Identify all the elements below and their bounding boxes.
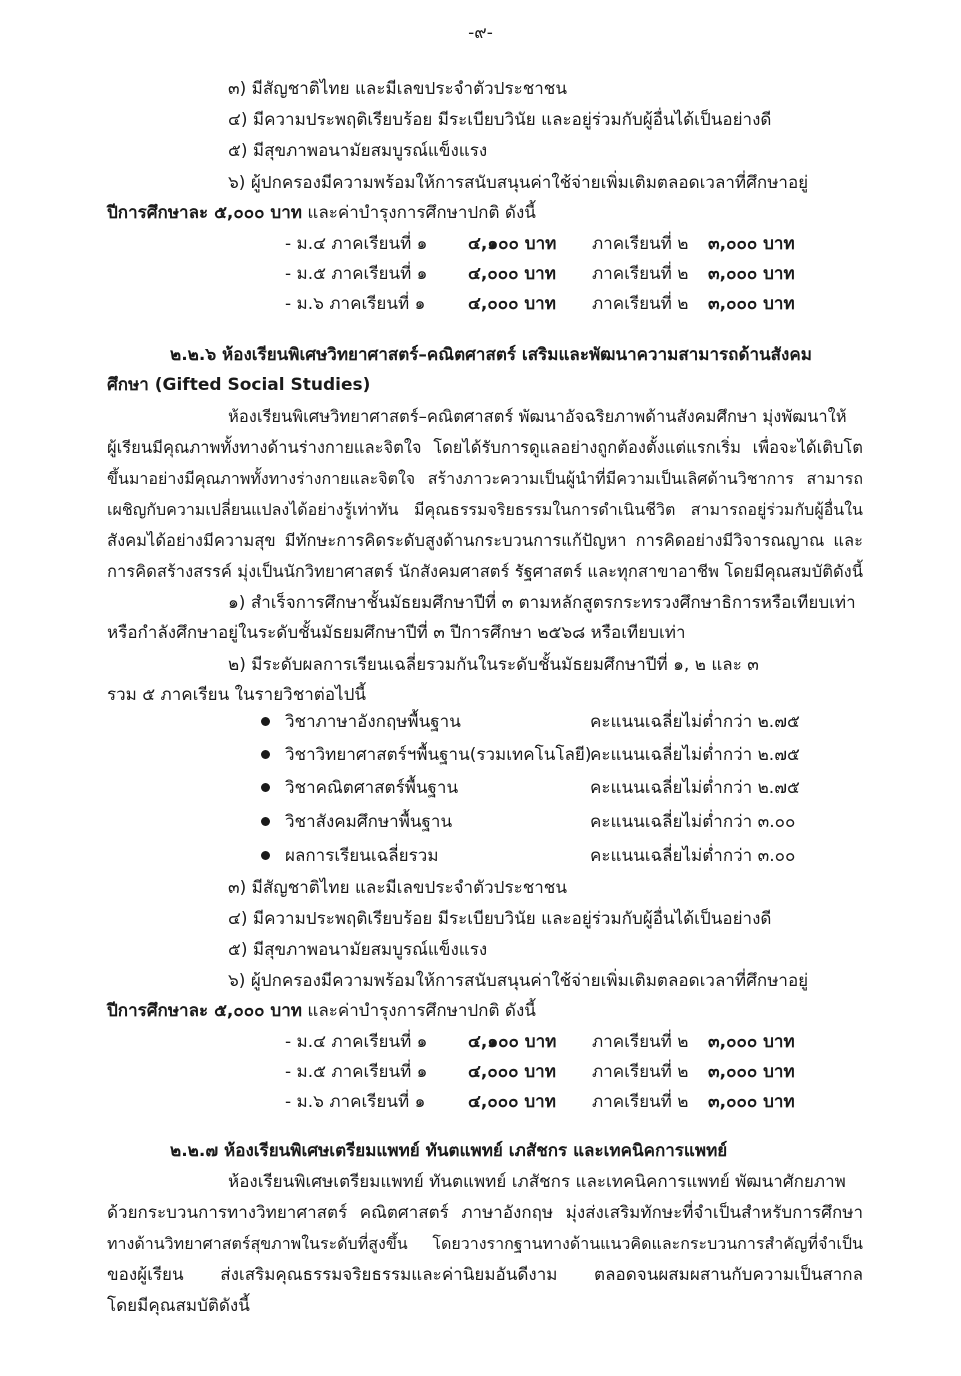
fee-term1-amount: ๔,๑๐๐ บาท	[468, 1032, 557, 1052]
fee-term1-amount: ๔,๐๐๐ บาท	[468, 1092, 556, 1112]
fee-grade: - ม.๖ ภาคเรียนที่ ๑	[285, 1092, 426, 1112]
requirement-item: ๖) ผู้ปกครองมีความพร้อมให้การสนับสนุนค่าใช้จ่ายเพิ่มเติมตลอดเวลาที่ศึกษาอยู่	[228, 173, 809, 193]
subject-name: วิชาวิทยาศาสตร์ฯพื้นฐาน(รวมเทคโนโลยี)	[285, 745, 592, 765]
fee-term2-amount: ๓,๐๐๐ บาท	[708, 1062, 795, 1082]
fee-grade: - ม.๕ ภาคเรียนที่ ๑	[285, 264, 428, 284]
subject-name: ผลการเรียนเฉลี่ยรวม	[285, 846, 439, 866]
requirement-item: ๑) สำเร็จการศึกษาชั้นมัธยมศึกษาปีที่ ๓ ตามหลักสูตรกระทรวงศึกษาธิการหรือเทียบเท่า	[228, 593, 856, 613]
paragraph-line: เผชิญกับความเปลี่ยนแปลงได้อย่างรู้เท่าทัน มีคุณธรรมจริยธรรมในการดำเนินชีวิต สามารถอยู่ร่วมกับผู้อื่นใน	[107, 500, 863, 519]
fee-term2-label: ภาคเรียนที่ ๒	[592, 1092, 689, 1112]
fee-term2-label: ภาคเรียนที่ ๒	[592, 294, 689, 314]
fee-term2-amount: ๓,๐๐๐ บาท	[708, 234, 795, 254]
requirement-item-cont: รวม ๕ ภาคเรียน ในรายวิชาต่อไปนี้	[107, 685, 367, 705]
requirement-item: ๓) มีสัญชาติไทย และมีเลขประจำตัวประชาชน	[228, 79, 567, 99]
paragraph-line: การคิดสร้างสรรค์ มุ่งเป็นนักวิทยาศาสตร์ นักสังคมศาสตร์ รัฐศาสตร์ และทุกสาขาอาชีพ โดยมีคุณสมบัติดังนี้	[107, 562, 863, 581]
bullet-icon	[261, 851, 270, 860]
subject-min-score: คะแนนเฉลี่ยไม่ต่ำกว่า ๓.๐๐	[590, 846, 796, 866]
fee-term2-amount: ๓,๐๐๐ บาท	[708, 1032, 795, 1052]
fee-grade: - ม.๔ ภาคเรียนที่ ๑	[285, 1032, 428, 1052]
paragraph-line: สังคมได้อย่างมีความสุข มีทักษะการคิดระดับสูงด้านกระบวนการแก้ปัญหา การคิดอย่างมีวิจารณญาณ และ	[107, 531, 863, 550]
subject-min-score: คะแนนเฉลี่ยไม่ต่ำกว่า ๒.๗๕	[590, 745, 800, 765]
paragraph-line: ทางด้านวิทยาศาสตร์สุขภาพในระดับที่สูงขึ้น โดยวางรากฐานทางด้านแนวคิดและกระบวนการสำคัญที่จำเป็น	[107, 1234, 863, 1253]
fee-term2-label: ภาคเรียนที่ ๒	[592, 1062, 689, 1082]
bullet-icon	[261, 783, 270, 792]
requirement-item-cont: หรือกำลังศึกษาอยู่ในระดับชั้นมัธยมศึกษาปีที่ ๓ ปีการศึกษา ๒๕๖๘ หรือเทียบเท่า	[107, 623, 686, 643]
requirement-item: ๓) มีสัญชาติไทย และมีเลขประจำตัวประชาชน	[228, 878, 567, 898]
subject-name: วิชาภาษาอังกฤษพื้นฐาน	[285, 712, 461, 732]
subject-min-score: คะแนนเฉลี่ยไม่ต่ำกว่า ๓.๐๐	[590, 812, 796, 832]
requirement-item: ๔) มีความประพฤติเรียบร้อย มีระเบียบวินัย และอยู่ร่วมกับผู้อื่นได้เป็นอย่างดี	[228, 909, 772, 929]
section-heading-cont: ศึกษา (Gifted Social Studies)	[107, 375, 371, 395]
bullet-icon	[261, 750, 270, 759]
section-heading: ๒.๒.๗ ห้องเรียนพิเศษเตรียมแพทย์ ทันตแพทย์ เภสัชกร และเทคนิคการแพทย์	[170, 1141, 728, 1161]
subject-min-score: คะแนนเฉลี่ยไม่ต่ำกว่า ๒.๗๕	[590, 712, 800, 732]
paragraph-line: ผู้เรียนมีคุณภาพทั้งทางด้านร่างกายและจิตใจ โดยได้รับการดูแลอย่างถูกต้องตั้งแต่แรกเริ่ม เพื่อจะได้เติบโต	[107, 438, 863, 457]
fee-grade: - ม.๖ ภาคเรียนที่ ๑	[285, 294, 426, 314]
fee-term1-amount: ๔,๐๐๐ บาท	[468, 294, 556, 314]
fee-intro-rest: และค่าบำรุงการศึกษาปกติ ดังนี้	[301, 1001, 536, 1021]
fee-term1-amount: ๔,๐๐๐ บาท	[468, 264, 556, 284]
paragraph-line: ห้องเรียนพิเศษวิทยาศาสตร์–คณิตศาสตร์ พัฒนาอัจฉริยภาพด้านสังคมศึกษา มุ่งพัฒนาให้	[228, 407, 847, 426]
fee-intro-line	[107, 202, 536, 224]
requirement-item: ๕) มีสุขภาพอนามัยสมบูรณ์แข็งแรง	[228, 940, 488, 960]
requirement-item: ๕) มีสุขภาพอนามัยสมบูรณ์แข็งแรง	[228, 141, 488, 161]
fee-intro-line	[107, 1000, 536, 1022]
fee-grade: - ม.๔ ภาคเรียนที่ ๑	[285, 234, 428, 254]
paragraph-line: โดยมีคุณสมบัติดังนี้	[107, 1296, 250, 1316]
fee-term1-amount: ๔,๐๐๐ บาท	[468, 1062, 556, 1082]
bullet-icon	[261, 817, 270, 826]
paragraph-line: ห้องเรียนพิเศษเตรียมแพทย์ ทันตแพทย์ เภสัชกร และเทคนิคการแพทย์ พัฒนาศักยภาพ	[228, 1172, 846, 1192]
fee-grade: - ม.๕ ภาคเรียนที่ ๑	[285, 1062, 428, 1082]
paragraph-line: ด้วยกระบวนการทางวิทยาศาสตร์ คณิตศาสตร์ ภาษาอังกฤษ มุ่งส่งเสริมทักษะที่จำเป็นสำหรับการศึกษา	[107, 1203, 863, 1223]
subject-min-score: คะแนนเฉลี่ยไม่ต่ำกว่า ๒.๗๕	[590, 778, 800, 798]
page-number: -๙-	[468, 23, 493, 43]
requirement-item: ๒) มีระดับผลการเรียนเฉลี่ยรวมกันในระดับชั้นมัธยมศึกษาปีที่ ๑, ๒ และ ๓	[228, 655, 759, 675]
paragraph-line: ของผู้เรียน ส่งเสริมคุณธรรมจริยธรรมและค่านิยมอันดีงาม ตลอดจนผสมผสานกับความเป็นสากล	[107, 1265, 863, 1285]
bullet-icon	[261, 717, 270, 726]
fee-intro-bold: ปีการศึกษาละ ๕,๐๐๐ บาท	[107, 1001, 302, 1021]
fee-term2-label: ภาคเรียนที่ ๒	[592, 1032, 689, 1052]
fee-term2-amount: ๓,๐๐๐ บาท	[708, 1092, 795, 1112]
fee-term2-label: ภาคเรียนที่ ๒	[592, 264, 689, 284]
paragraph-line: ขึ้นมาอย่างมีคุณภาพทั้งทางร่างกายและจิตใจ สร้างภาวะความเป็นผู้นำที่มีความเป็นเลิศด้านวิชาการ สามารถ	[107, 469, 863, 488]
fee-term1-amount: ๔,๑๐๐ บาท	[468, 234, 557, 254]
subject-name: วิชาคณิตศาสตร์พื้นฐาน	[285, 778, 459, 798]
fee-term2-amount: ๓,๐๐๐ บาท	[708, 294, 795, 314]
fee-term2-amount: ๓,๐๐๐ บาท	[708, 264, 795, 284]
fee-term2-label: ภาคเรียนที่ ๒	[592, 234, 689, 254]
subject-name: วิชาสังคมศึกษาพื้นฐาน	[285, 812, 453, 832]
section-heading: ๒.๒.๖ ห้องเรียนพิเศษวิทยาศาสตร์–คณิตศาสตร์ เสริมและพัฒนาความสามารถด้านสังคม	[170, 345, 812, 365]
fee-intro-bold: ปีการศึกษาละ ๕,๐๐๐ บาท	[107, 203, 302, 223]
fee-intro-rest: และค่าบำรุงการศึกษาปกติ ดังนี้	[301, 203, 536, 223]
requirement-item: ๔) มีความประพฤติเรียบร้อย มีระเบียบวินัย และอยู่ร่วมกับผู้อื่นได้เป็นอย่างดี	[228, 110, 772, 130]
requirement-item: ๖) ผู้ปกครองมีความพร้อมให้การสนับสนุนค่าใช้จ่ายเพิ่มเติมตลอดเวลาที่ศึกษาอยู่	[228, 971, 809, 991]
